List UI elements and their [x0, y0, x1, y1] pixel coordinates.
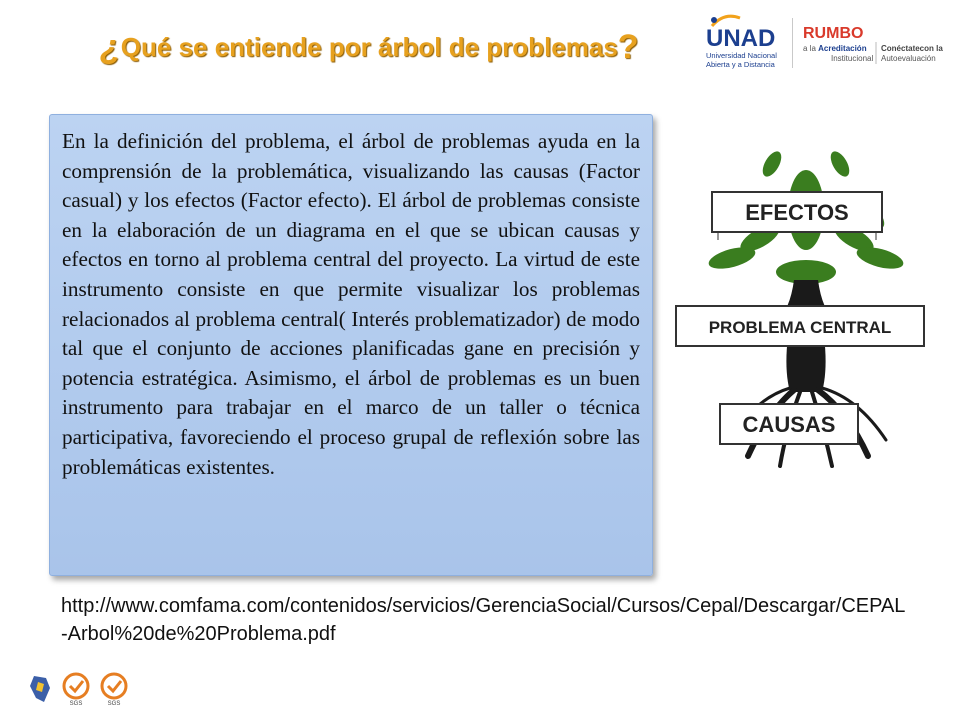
svg-text:UNAD [706, 25, 775, 52]
svg-text:Institucional [831, 54, 873, 63]
title-close-question-mark: ? [617, 28, 639, 66]
causes-label: CAUSAS [742, 412, 836, 437]
sgs-label-2: SGS [107, 701, 121, 706]
unad-logo [702, 12, 786, 72]
definition-textbox [49, 114, 653, 576]
conectate-text: Conéctatecon la [881, 44, 943, 53]
svg-text:Conéctatecon la [881, 44, 943, 53]
rumbo-wordmark: RUMBO [803, 25, 864, 42]
slide-title [100, 22, 639, 72]
svg-text:Autoevaluación [881, 54, 936, 63]
source-url[interactable]: http://www.comfama.com/contenidos/servicios/GerenciaSocial/Cursos/Cepal/Descargar/CEPAL-Arbol%20de%20Problema.pdf [61, 595, 906, 645]
sgs-certification-badge-1 [60, 672, 92, 706]
rumbo-line1a: a la [803, 44, 819, 53]
sgs-certification-badge-2 [98, 672, 130, 706]
logo-divider [792, 18, 793, 68]
title-text: Qué se entiende por árbol de problemas [120, 32, 618, 62]
causes-sign [720, 404, 858, 444]
svg-text:EFECTOS [745, 200, 849, 225]
svg-text:Abierta y a Distancia [706, 60, 776, 69]
svg-text:a la Acreditación [803, 44, 867, 53]
problem-tree-illustration [672, 140, 940, 475]
unad-wordmark: UNAD [706, 25, 776, 52]
central-problem-sign [676, 306, 924, 346]
sgs-label-1: SGS [69, 701, 83, 706]
effects-label: EFECTOS [745, 200, 849, 225]
rumbo-logo [803, 20, 953, 70]
definition-paragraph: En la definición del problema, el árbol de problemas ayuda en la comprensión de la problemática, visualizando las causas (Factor casual) y los efectos (Factor efecto). El árbol de problemas consiste en la elaboración de un diagrama en el que se ubican causas y efectos en torno al problema central del proyecto. La virtud de este instrumento consiste en que permite visualizar los problemas relacionados al problema central( Interés problematizador) de modo tal que el conjunto de acciones planificadas gane en precisión y potencia estratégica. Asimismo, el árbol de problemas es un buen instrumento para trabajar en el marco de un taller o técnica participativa, favoreciendo el proceso grupal de reflexión sobre las problemáticas existentes. [62, 129, 640, 479]
svg-text:SGS [108, 701, 121, 706]
colombia-map-icon [24, 672, 56, 706]
svg-text:SGS [70, 701, 83, 706]
svg-text:CAUSAS [743, 412, 836, 437]
unad-subtitle-line2: Abierta y a Distancia [706, 60, 775, 69]
unad-subtitle-line1: Universidad Nacional [706, 51, 777, 60]
title-open-question-mark: ¿ [100, 28, 121, 66]
rumbo-line1b: Acreditación [818, 44, 867, 53]
svg-text:PROBLEMA CENTRAL [709, 318, 892, 337]
svg-text:Universidad Nacional [706, 51, 777, 60]
rumbo-line2: Institucional [831, 54, 874, 63]
central-problem-label: PROBLEMA CENTRAL [708, 318, 892, 337]
effects-sign [712, 192, 882, 240]
autoevaluacion-text: Autoevaluación [881, 54, 936, 63]
svg-text:RUMBO [803, 25, 863, 42]
